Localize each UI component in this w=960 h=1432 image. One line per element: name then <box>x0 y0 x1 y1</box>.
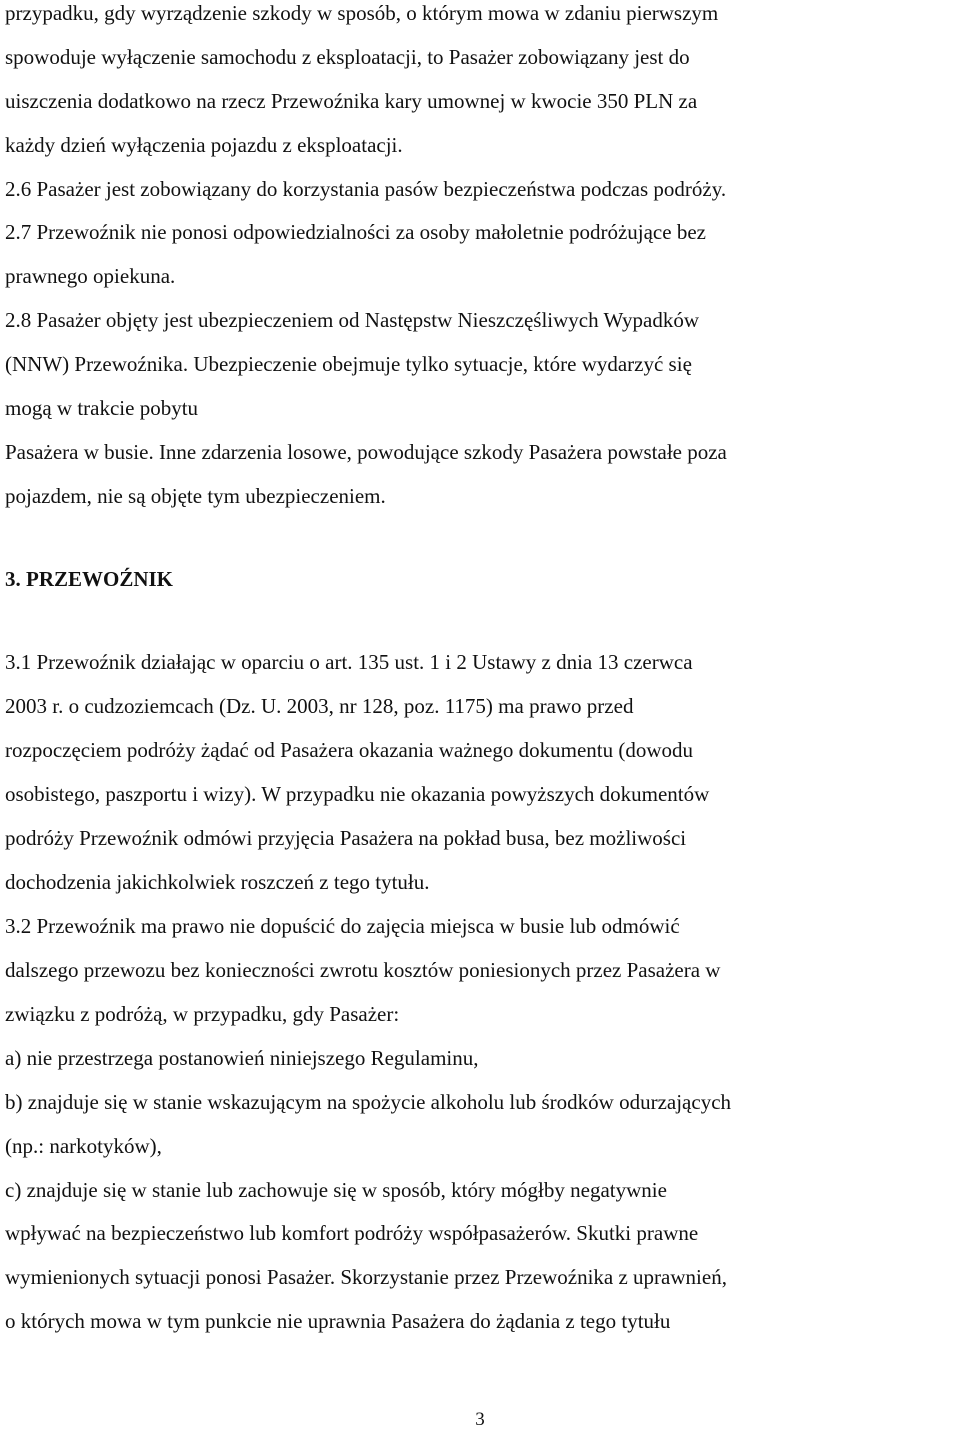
text-line: o których mowa w tym punkcie nie uprawnia Pasażera do żądania z tego tytułu <box>5 1309 671 1333</box>
text-line: wymienionych sytuacji ponosi Pasażer. Skorzystanie przez Przewoźnika z uprawnień, <box>5 1265 727 1289</box>
text-line: osobistego, paszportu i wizy). W przypadku nie okazania powyższych dokumentów <box>5 782 710 806</box>
page-number: 3 <box>475 1409 485 1430</box>
text-line: 2.6 Pasażer jest zobowiązany do korzystania pasów bezpieczeństwa podczas podróży. <box>5 177 727 201</box>
text-line: dalszego przewozu bez konieczności zwrotu kosztów poniesionych przez Pasażera w <box>5 958 721 982</box>
text-line: 3.1 Przewoźnik działając w oparciu o art. 135 ust. 1 i 2 Ustawy z dnia 13 czerwca <box>5 650 693 674</box>
text-line: a) nie przestrzega postanowień niniejszego Regulaminu, <box>5 1046 479 1070</box>
text-line: pojazdem, nie są objęte tym ubezpieczeniem. <box>5 484 386 508</box>
text-line: 2.8 Pasażer objęty jest ubezpieczeniem od Następstw Nieszczęśliwych Wypadków <box>5 308 700 332</box>
text-line: dochodzenia jakichkolwiek roszczeń z tego tytułu. <box>5 870 430 894</box>
text-line: rozpoczęciem podróży żądać od Pasażera okazania ważnego dokumentu (dowodu <box>5 738 694 762</box>
text-line: spowoduje wyłączenie samochodu z eksploatacji, to Pasażer zobowiązany jest do <box>5 45 690 69</box>
text-line: 2003 r. o cudzoziemcach (Dz. U. 2003, nr 128, poz. 1175) ma prawo przed <box>5 694 634 718</box>
text-line: wpływać na bezpieczeństwo lub komfort podróży współpasażerów. Skutki prawne <box>5 1221 699 1245</box>
text-line: podróży Przewoźnik odmówi przyjęcia Pasażera na pokład busa, bez możliwości <box>5 826 687 850</box>
text-line: przypadku, gdy wyrządzenie szkody w sposób, o którym mowa w zdaniu pierwszym <box>5 1 719 25</box>
text-line: Pasażera w busie. Inne zdarzenia losowe, powodujące szkody Pasażera powstałe poza <box>5 440 727 464</box>
section-heading: 3. PRZEWOŹNIK <box>5 567 174 591</box>
text-line: uiszczenia dodatkowo na rzecz Przewoźnika kary umownej w kwocie 350 PLN za <box>5 89 698 113</box>
text-line: c) znajduje się w stanie lub zachowuje się w sposób, który mógłby negatywnie <box>5 1178 667 1202</box>
text-line: (np.: narkotyków), <box>5 1134 162 1158</box>
text-line: (NNW) Przewoźnika. Ubezpieczenie obejmuje tylko sytuacje, które wydarzyć się <box>5 352 692 376</box>
text-line: mogą w trakcie pobytu <box>5 396 199 420</box>
text-line: 3.2 Przewoźnik ma prawo nie dopuścić do zajęcia miejsca w busie lub odmówić <box>5 914 680 938</box>
text-line: 2.7 Przewoźnik nie ponosi odpowiedzialności za osoby małoletnie podróżujące bez <box>5 220 706 244</box>
text-line: prawnego opiekuna. <box>5 264 176 288</box>
text-line: b) znajduje się w stanie wskazującym na spożycie alkoholu lub środków odurzających <box>5 1090 732 1114</box>
text-line: związku z podróżą, w przypadku, gdy Pasażer: <box>5 1002 400 1026</box>
text-line: każdy dzień wyłączenia pojazdu z eksploatacji. <box>5 133 403 157</box>
